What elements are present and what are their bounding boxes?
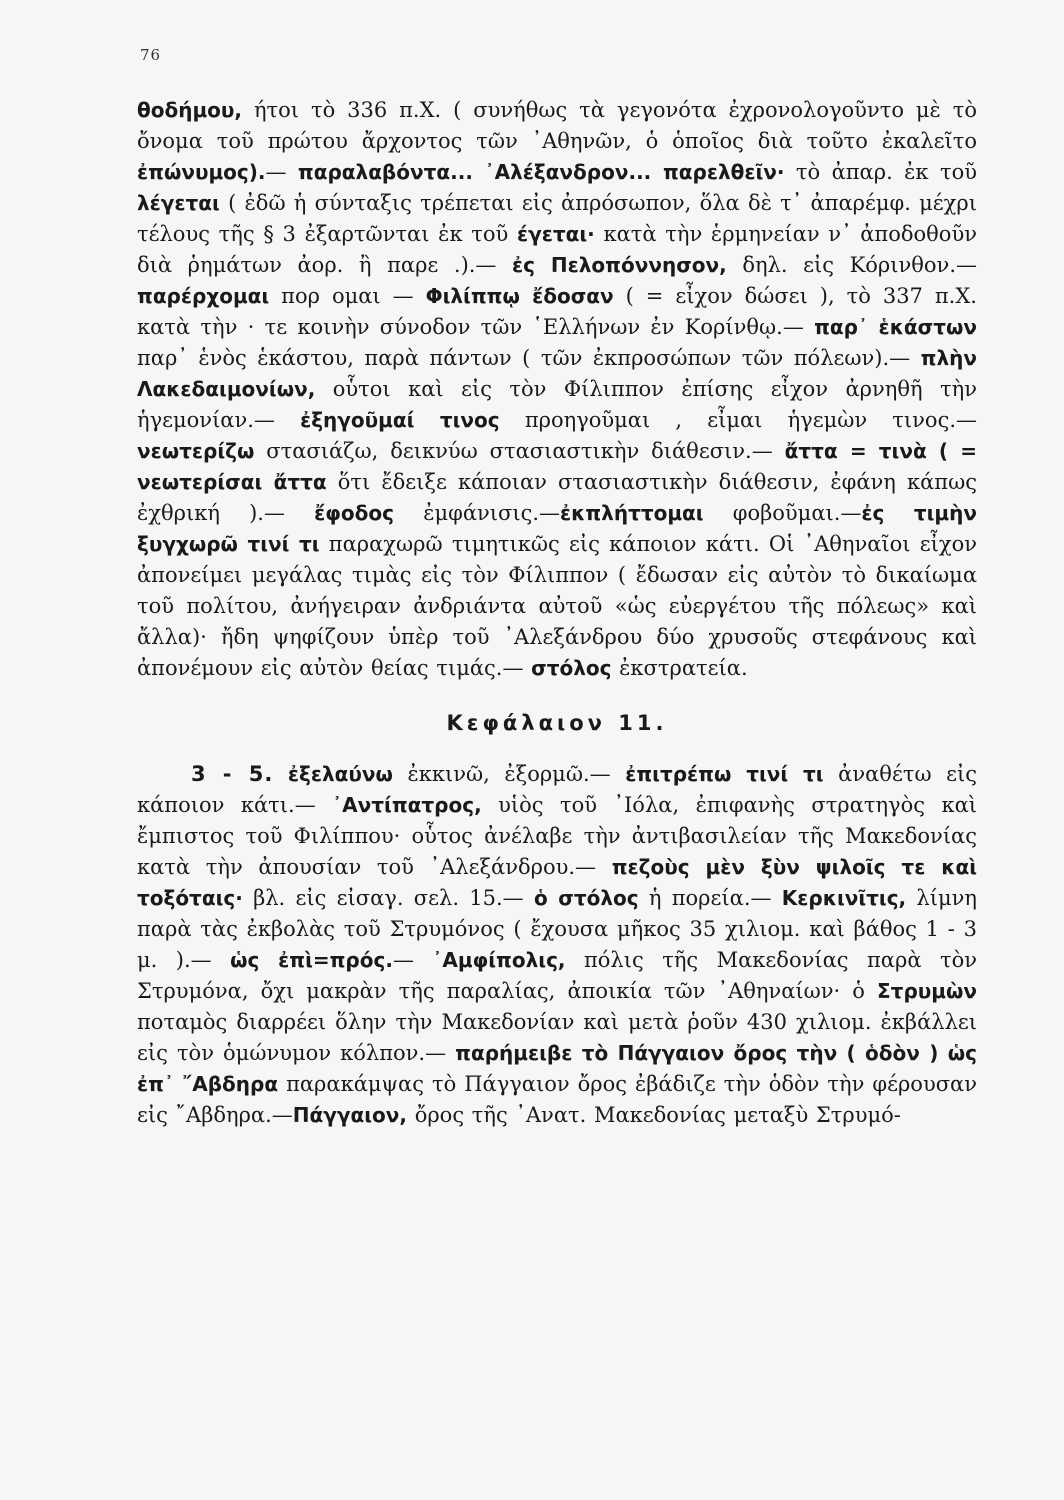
lemma: ἐπώνυμος). bbox=[137, 160, 266, 184]
lemma: ᾿Αντίπατρος, bbox=[332, 793, 482, 817]
lemma: ἐξελαύνω bbox=[287, 762, 393, 786]
lemma: Κερκινῖτις, bbox=[781, 886, 907, 910]
gloss-text: κατὰ τὴν ἑρμηνείαν ν᾿ ἀποδοθοῦν διὰ ῥημάτων ἀορ. ἢ παρε .).— bbox=[137, 222, 977, 277]
gloss-text: ( ἐδῶ ἡ σύνταξις τρέπεται εἰς ἀπρόσωπον, ὅλα δὲ τ᾿ ἀπαρέμφ. μέχρι τέλους τῆς § 3 ἐξαρτῶνται ἐκ τοῦ bbox=[137, 191, 977, 246]
lemma: έγεται· bbox=[516, 222, 595, 246]
lemma: ἐπιτρέπω τινί τι bbox=[625, 762, 824, 786]
lemma: ὁ στόλος bbox=[533, 886, 639, 910]
section-number: 3 - 5. bbox=[191, 762, 274, 786]
gloss-text: στασιάζω, δεικνύω στασιαστικὴν διάθεσιν.— bbox=[254, 439, 785, 463]
lemma: ἔφοδος bbox=[314, 501, 395, 525]
gloss-text: ὄρος τῆς ᾿Ανατ. Μακεδονίας μεταξὺ Στρυμό- bbox=[407, 1103, 901, 1127]
gloss-text: ἡ πορεία.— bbox=[638, 886, 782, 910]
gloss-text: — bbox=[392, 948, 433, 972]
gloss-text: ἐμφάνισις.— bbox=[394, 501, 561, 525]
lemma: παραλαβόντα... ᾿Αλέξανδρον... παρελθεῖν· bbox=[297, 160, 785, 184]
gloss-text: ἀναθέτω εἰς κάποιον κάτι.— bbox=[137, 762, 978, 817]
lemma: πεζοὺς μὲν ξὺν ψιλοῖς τε καὶ τοξόταις· bbox=[137, 855, 977, 910]
gloss-text: παρακάμψας τὸ Πάγγαιον ὄρος ἐβάδιζε τὴν ὁδὸν τὴν φέρουσαν εἰς ῎Αβδηρα.— bbox=[137, 1072, 977, 1127]
gloss-text: ήτοι τὸ 336 π.Χ. ( συνήθως τὰ γεγονότα ἐχρονολογοῦντο μὲ τὸ ὄνομα τοῦ πρώτου ἄρχοντος τῶν ᾿Αθηνῶν, ὁ ὁποῖος διὰ τοῦτο ἐκαλεῖτο bbox=[137, 98, 977, 153]
lemma: ἐκπλήττομαι bbox=[560, 501, 704, 525]
lemma: νεωτερίζω bbox=[137, 439, 255, 463]
gloss-text: προηγοῦμαι , εἶμαι ἡγεμὼν τινος.— bbox=[499, 408, 978, 432]
gloss-text: παρ᾿ ἑνὸς ἑκάστου, παρὰ πάντων ( τῶν ἐκπροσώπων τῶν πόλεων).— bbox=[137, 346, 921, 370]
lemma: στόλος bbox=[531, 656, 612, 680]
lemma: παρήμειβε τὸ Πάγγαιον ὄρος τὴν ( ὁδὸν ) ὡς ἐπ᾿ ῎Αβδηρα bbox=[137, 1041, 977, 1096]
gloss-text: φοβοῦμαι.— bbox=[703, 501, 862, 525]
chapter-heading: Κεφάλαιον 11. bbox=[446, 711, 668, 735]
commentary-paragraph-1 bbox=[137, 95, 977, 684]
lemma: παρ᾿ ἑκάστων bbox=[814, 315, 977, 339]
lemma: ᾿Αμφίπολις, bbox=[432, 948, 566, 972]
lemma: ὡς ἐπὶ=πρός. bbox=[230, 948, 393, 972]
gloss-text: ποταμὸς διαρρέει ὅλην τὴν Μακεδονίαν καὶ μετὰ ῥοῦν 430 χιλιομ. ἐκβάλλει εἰς τὸν ὁμώνυμον κόλπον.— bbox=[137, 1010, 977, 1065]
lemma: Στρυμὼν bbox=[877, 979, 977, 1003]
gloss-text: ἐκστρατεία. bbox=[611, 656, 748, 680]
gloss-text: λίμνη παρὰ τὰς ἐκβολὰς τοῦ Στρυμόνος ( ἔχουσα μῆκος 35 χιλιομ. καὶ βάθος 1 - 3 μ. ).— bbox=[137, 886, 977, 972]
gloss-text: βλ. εἰς εἰσαγ. σελ. 15.— bbox=[242, 886, 534, 910]
lemma: ἄττα = τινὰ ( = νεωτερίσαι ἄττα bbox=[137, 439, 977, 494]
lemma: Πάγγαιον, bbox=[292, 1103, 408, 1127]
page-body bbox=[137, 78, 977, 1131]
gloss-text: ἐκκινῶ, ἐξορμῶ.— bbox=[392, 762, 626, 786]
gloss-text: υἱὸς τοῦ ᾿Ιόλα, ἐπιφανὴς στρατηγὸς καὶ ἔμπιστος τοῦ Φιλίππου· οὗτος ἀνέλαβε τὴν ἀντιβασιλείαν τῆς Μακεδονίας κατὰ τὴν ἀπουσίαν τοῦ ᾿Αλεξάνδρου.— bbox=[137, 793, 978, 879]
lemma: λέγεται bbox=[137, 191, 220, 215]
gloss-text: πόλις τῆς Μακεδονίας παρὰ τὸν Στρυμόνα, ὄχι μακρὰν τῆς παραλίας, ἀποικία τῶν ᾿Αθηναίων· ὁ bbox=[137, 948, 977, 1003]
page-number: 76 bbox=[140, 46, 162, 64]
lemma: ἐς Πελοπόννησον, bbox=[512, 253, 727, 277]
lemma: παρέρχομαι bbox=[137, 284, 270, 308]
gloss-text: παραχωρῶ τιμητικῶς εἰς κάποιον κάτι. Οἱ ᾿Αθηναῖοι εἶχον ἀπονείμει μεγάλας τιμὰς εἰς τὸν Φίλιππον ( ἔδωσαν εἰς αὐτὸν τὸ δικαίωμα τοῦ πολίτου, ἀνήγειραν ἀνδριάντα αὐτοῦ «ὡς εὐεργέτου τῆς πόλεως» καὶ ἄλλα)· ἤδη ψηφίζουν ὑπὲρ τοῦ ᾿Αλεξάνδρου δύο χρυσοῦς στεφάνους καὶ ἀπονέμουν εἰς αὐτὸν θείας τιμάς.— bbox=[137, 532, 978, 680]
commentary-paragraph-2 bbox=[137, 759, 977, 1131]
lemma: πλὴν Λακεδαιμονίων, bbox=[137, 346, 977, 401]
gloss-text: ( = εἶχον δώσει ), τὸ 337 π.Χ. κατὰ τὴν · τε κοινὴν σύνοδον τῶν ῾Ελλήνων ἐν Κορίνθῳ.— bbox=[137, 284, 977, 339]
paragraph-2-text bbox=[137, 762, 977, 1127]
gloss-text: δηλ. εἰς Κόρινθον.— bbox=[726, 253, 977, 277]
lemma: θοδήμου, bbox=[137, 98, 243, 122]
gloss-text: πορ ομαι — bbox=[269, 284, 426, 308]
gloss-text: τὸ ἀπαρ. ἐκ τοῦ bbox=[784, 160, 977, 184]
lemma: ἐς τιμὴν ξυγχωρῶ τινί τι bbox=[137, 501, 978, 556]
gloss-text: — bbox=[265, 160, 298, 184]
lemma: ἐξηγοῦμαί τινος bbox=[300, 408, 500, 432]
lemma: Φιλίππῳ ἔδοσαν bbox=[425, 284, 614, 308]
gloss-text: οὗτοι καὶ εἰς τὸν Φίλιππον ἐπίσης εἶχον ἀρνηθῆ τὴν ἡγεμονίαν.— bbox=[137, 377, 977, 432]
gloss-text: ὅτι ἔδειξε κάποιαν στασιαστικὴν διάθεσιν, ἐφάνη κάπως ἐχθρική ).— bbox=[137, 470, 977, 525]
